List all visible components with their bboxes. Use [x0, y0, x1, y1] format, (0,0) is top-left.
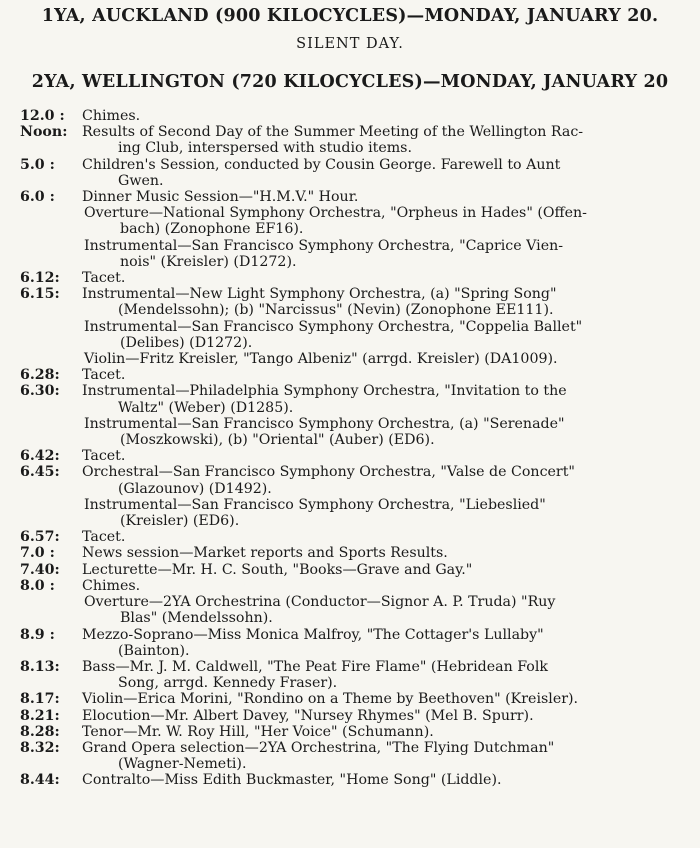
- entry-time: 6.0 :: [20, 189, 55, 206]
- programme-entry: [2, 740, 694, 772]
- entry-time: 8.0 :: [20, 577, 55, 594]
- entry-line: Instrumental—San Francisco Symphony Orchestra, "Coppelia Ballet": [84, 318, 583, 335]
- programme-entry: [2, 319, 694, 351]
- entry-time: 6.42:: [20, 448, 60, 465]
- entry-text: [82, 708, 694, 724]
- programme-entry: [2, 205, 694, 237]
- programme-entry: [2, 351, 694, 367]
- programme-entry: [2, 448, 694, 464]
- entry-text: [82, 189, 694, 205]
- station-2ya-title: 2YA, WELLINGTON (720 KILOCYCLES)—MONDAY, JANUARY 20: [31, 72, 669, 92]
- programme-entry: [2, 578, 694, 594]
- entry-line: Song, arrgd. Kennedy Fraser).: [118, 675, 338, 692]
- programme-entry: [2, 594, 694, 626]
- entry-line: Mezzo-Soprano—Miss Monica Malfroy, "The Cottager's Lullaby": [82, 626, 544, 643]
- entry-line: Chimes.: [82, 108, 141, 124]
- entry-line: Tacet.: [82, 270, 126, 287]
- entry-time: 8.17:: [20, 691, 60, 708]
- entry-text: [82, 529, 694, 545]
- entry-line: Tenor—Mr. W. Roy Hill, "Her Voice" (Schumann).: [82, 723, 434, 740]
- entry-line: News session—Market reports and Sports Results.: [82, 545, 448, 562]
- entry-time: 8.44:: [20, 772, 60, 789]
- entry-line: Chimes.: [82, 577, 141, 594]
- entry-text: [82, 659, 694, 691]
- entry-line: Instrumental—San Francisco Symphony Orchestra, (a) "Serenade": [84, 415, 565, 432]
- entry-text: [82, 578, 694, 594]
- entry-time: 7.0 :: [20, 545, 55, 562]
- entry-line: Overture—National Symphony Orchestra, "Orpheus in Hades" (Offen-: [84, 205, 587, 222]
- entry-line: bach) (Zonophone EF16).: [120, 221, 304, 238]
- station-1ya-title: 1YA, AUCKLAND (900 KILOCYCLES)—MONDAY, JANUARY 20.: [41, 6, 659, 26]
- entry-line: (Mendelssohn); (b) "Narcissus" (Nevin) (Zonophone EE111).: [118, 302, 554, 319]
- entry-text: [84, 319, 694, 351]
- entry-line: Lecturette—Mr. H. C. South, "Books—Grave and Gay.": [82, 561, 473, 578]
- programme-entry: [2, 367, 694, 383]
- programme-entry: [2, 124, 694, 156]
- entry-time: 6.28:: [20, 367, 60, 384]
- entry-line: Tacet.: [82, 529, 126, 546]
- entry-line: Overture—2YA Orchestrina (Conductor—Signor A. P. Truda) "Ruy: [84, 594, 556, 611]
- entry-text: [84, 497, 694, 529]
- programme-entry: [2, 708, 694, 724]
- entry-time: 8.13:: [20, 658, 60, 675]
- entry-line: Orchestral—San Francisco Symphony Orchestra, "Valse de Concert": [82, 464, 575, 481]
- entry-line: ing Club, interspersed with studio items.: [118, 140, 412, 157]
- entry-line: Instrumental—Philadelphia Symphony Orchestra, "Invitation to the: [82, 383, 567, 400]
- entry-line: Gwen.: [118, 172, 164, 189]
- entry-text: [82, 448, 694, 464]
- entry-line: Results of Second Day of the Summer Meeting of the Wellington Rac-: [82, 124, 584, 141]
- entry-time: 6.12:: [20, 270, 60, 287]
- programme-entry: [2, 691, 694, 707]
- programme-entry: [2, 724, 694, 740]
- entry-line: Children's Session, conducted by Cousin George. Farewell to Aunt: [82, 156, 561, 173]
- entry-text: [84, 238, 694, 270]
- entry-text: [84, 205, 694, 237]
- entry-text: [82, 627, 694, 659]
- entry-text: [82, 724, 694, 740]
- entry-line: Tacet.: [82, 367, 126, 384]
- entry-text: [82, 464, 694, 496]
- programme-entry: [2, 464, 694, 496]
- entry-time: 12.0 :: [20, 108, 65, 124]
- programme-list: [2, 108, 694, 789]
- programme-entry: [2, 529, 694, 545]
- programme-entry: [2, 497, 694, 529]
- entry-line: Grand Opera selection—2YA Orchestrina, "The Flying Dutchman": [82, 739, 555, 756]
- entry-text: [82, 286, 694, 318]
- entry-line: (Glazounov) (D1492).: [118, 480, 272, 497]
- entry-time: 8.21:: [20, 707, 60, 724]
- entry-text: [82, 367, 694, 383]
- entry-text: [82, 772, 694, 788]
- entry-text: [82, 157, 694, 189]
- programme-entry: [2, 545, 694, 561]
- entry-line: Violin—Erica Morini, "Rondino on a Theme by Beethoven" (Kreisler).: [82, 691, 579, 708]
- entry-text: [84, 594, 694, 626]
- entry-time: 6.15:: [20, 286, 60, 303]
- entry-time: 6.57:: [20, 529, 60, 546]
- entry-line: (Kreisler) (ED6).: [120, 513, 240, 530]
- entry-line: Violin—Fritz Kreisler, "Tango Albeniz" (arrgd. Kreisler) (DA1009).: [84, 351, 558, 368]
- entry-text: [82, 383, 694, 415]
- entry-time: 8.32:: [20, 739, 60, 756]
- programme-entry: [2, 189, 694, 205]
- entry-time: 6.45:: [20, 464, 60, 481]
- programme-entry: [2, 238, 694, 270]
- entry-text: [82, 270, 694, 286]
- programme-entry: [2, 562, 694, 578]
- entry-line: (Moszkowski), (b) "Oriental" (Auber) (ED6).: [120, 432, 435, 449]
- entry-time: 8.28:: [20, 723, 60, 740]
- entry-line: Waltz" (Weber) (D1285).: [118, 399, 294, 416]
- entry-line: nois" (Kreisler) (D1272).: [120, 253, 297, 270]
- entry-line: (Delibes) (D1272).: [120, 334, 253, 351]
- programme-entry: [2, 383, 694, 415]
- entry-time: 5.0 :: [20, 156, 55, 173]
- entry-text: [84, 416, 694, 448]
- programme-entry: [2, 108, 694, 124]
- entry-line: Tacet.: [82, 448, 126, 465]
- programme-entry: [2, 659, 694, 691]
- entry-text: [82, 691, 694, 707]
- entry-text: [82, 545, 694, 561]
- entry-time: 6.30:: [20, 383, 60, 400]
- entry-line: (Wagner-Nemeti).: [118, 756, 247, 773]
- entry-text: [82, 108, 694, 124]
- programme-entry: [2, 416, 694, 448]
- entry-time: 8.9 :: [20, 626, 55, 643]
- programme-entry: [2, 157, 694, 189]
- programme-entry: [2, 772, 694, 788]
- programme-entry: [2, 270, 694, 286]
- programme-entry: [2, 286, 694, 318]
- entry-line: Dinner Music Session—"H.M.V." Hour.: [82, 189, 359, 206]
- entry-line: Contralto—Miss Edith Buckmaster, "Home Song" (Liddle).: [82, 772, 502, 789]
- entry-text: [82, 740, 694, 772]
- entry-line: Elocution—Mr. Albert Davey, "Nursey Rhymes" (Mel B. Spurr).: [82, 707, 534, 724]
- entry-line: Instrumental—San Francisco Symphony Orchestra, "Liebeslied": [84, 496, 546, 513]
- entry-line: Blas" (Mendelssohn).: [120, 610, 273, 627]
- programme-entry: [2, 627, 694, 659]
- entry-line: Instrumental—New Light Symphony Orchestra, (a) "Spring Song": [82, 286, 557, 303]
- entry-time: Noon:: [20, 124, 68, 141]
- entry-text: [82, 124, 694, 156]
- entry-line: (Bainton).: [118, 642, 190, 659]
- entry-line: Bass—Mr. J. M. Caldwell, "The Peat Fire Flame" (Hebridean Folk: [82, 658, 548, 675]
- entry-text: [84, 351, 694, 367]
- entry-time: 7.40:: [20, 561, 60, 578]
- entry-text: [82, 562, 694, 578]
- entry-line: Instrumental—San Francisco Symphony Orchestra, "Caprice Vien-: [84, 237, 564, 254]
- silent-day-note: SILENT DAY.: [296, 36, 404, 52]
